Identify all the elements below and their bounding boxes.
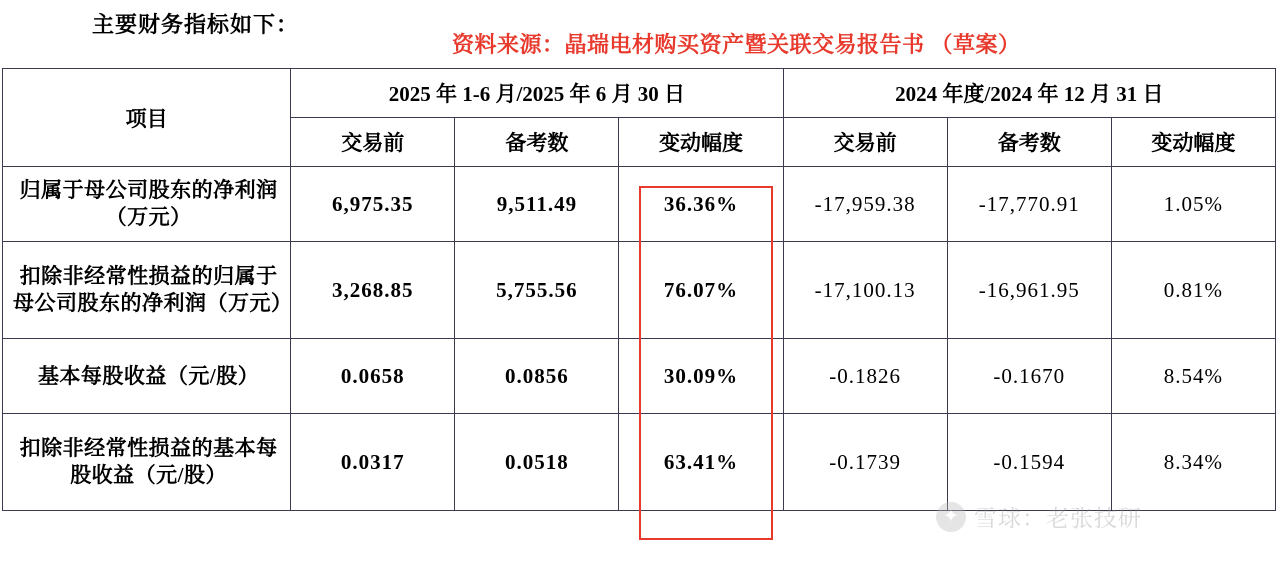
row-cell: -17,100.13 [783,242,947,339]
row-cell-highlighted: 63.41% [619,414,783,511]
row-cell: -16,961.95 [947,242,1111,339]
row-cell: -17,959.38 [783,167,947,242]
header-subcol-5: 备考数 [947,118,1111,167]
row-cell-highlighted: 30.09% [619,339,783,414]
source-note: 资料来源：晶瑞电材购买资产暨关联交易报告书 （草案） [452,32,1021,57]
row-cell: 3,268.85 [291,242,455,339]
row-cell: 8.34% [1111,414,1275,511]
row-cell: 0.0658 [291,339,455,414]
header-subcol-3: 变动幅度 [619,118,783,167]
financial-indicators-table [2,68,1276,511]
row-cell: 8.54% [1111,339,1275,414]
row-cell-highlighted: 36.36% [619,167,783,242]
row-cell: 1.05% [1111,167,1275,242]
header-subcol-6: 变动幅度 [1111,118,1275,167]
intro-text: 主要财务指标如下： [92,12,300,37]
header-group-2: 2024 年度/2024 年 12 月 31 日 [783,69,1275,118]
snowball-icon: ✦ [936,502,966,532]
row-cell: -0.1594 [947,414,1111,511]
row-item-label: 扣除非经常性损益的归属于母公司股东的净利润（万元） [3,242,291,339]
row-cell: 0.0317 [291,414,455,511]
table-row [3,167,1276,242]
table-row [3,242,1276,339]
row-cell: 9,511.49 [455,167,619,242]
row-item-label: 扣除非经常性损益的基本每股收益（元/股） [3,414,291,511]
row-item-label: 基本每股收益（元/股） [3,339,291,414]
table-row [3,414,1276,511]
row-cell: 0.81% [1111,242,1275,339]
header-subcol-4: 交易前 [783,118,947,167]
row-cell: 6,975.35 [291,167,455,242]
table-row [3,339,1276,414]
row-cell-highlighted: 76.07% [619,242,783,339]
header-group-1: 2025 年 1-6 月/2025 年 6 月 30 日 [291,69,783,118]
row-cell: 0.0856 [455,339,619,414]
row-cell: -17,770.91 [947,167,1111,242]
watermark-text: 雪球：老张技研 [974,505,1142,531]
row-cell: 5,755.56 [455,242,619,339]
row-cell: -0.1670 [947,339,1111,414]
header-item: 项目 [3,69,291,167]
row-cell: -0.1826 [783,339,947,414]
row-item-label: 归属于母公司股东的净利润（万元） [3,167,291,242]
table-header-top [3,69,1276,118]
header-subcol-2: 备考数 [455,118,619,167]
header-subcol-1: 交易前 [291,118,455,167]
row-cell: -0.1739 [783,414,947,511]
row-cell: 0.0518 [455,414,619,511]
